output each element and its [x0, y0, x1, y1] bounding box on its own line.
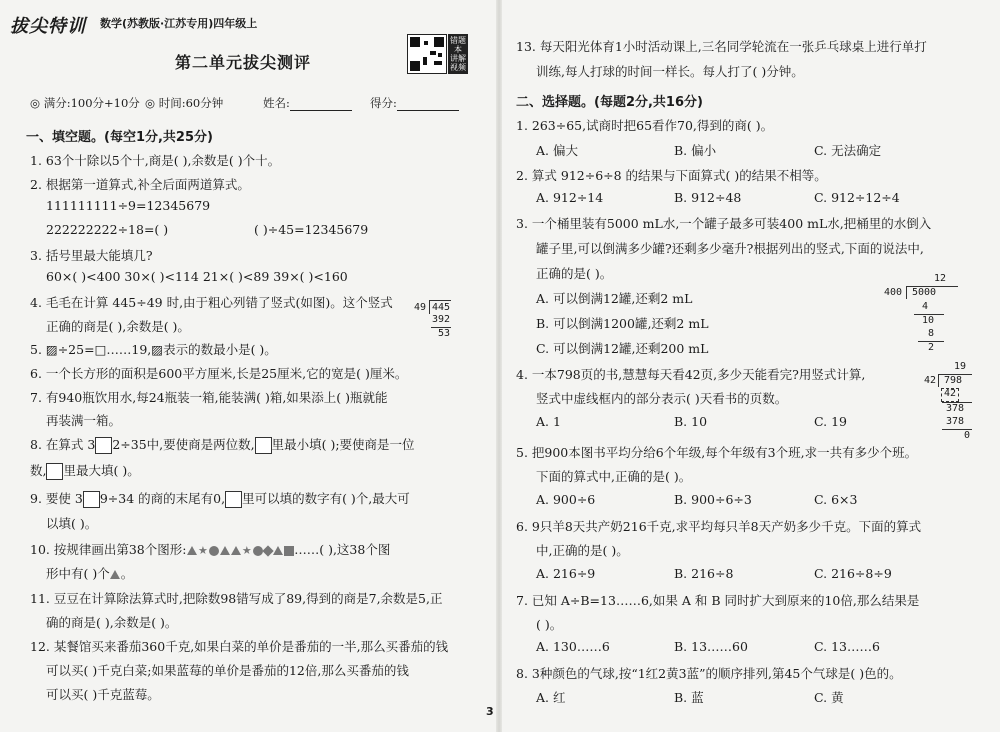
question-3-items: 60×( )<400 30×( )<114 21×( )<89 39×( )<160	[46, 269, 348, 284]
book-subtitle: 数学(苏教版·江苏专用)四年级上	[100, 17, 258, 30]
question-8-cont: 数, 里最大填( )。	[30, 463, 140, 478]
choice-3-option-a[interactable]: A. 可以倒满12罐,还剩2 mL	[536, 291, 693, 306]
left-page	[0, 0, 494, 732]
div-divisor: 49	[414, 302, 427, 313]
choice-1-option-b[interactable]: B. 偏小	[674, 143, 717, 158]
name-label: 姓名:	[263, 96, 290, 110]
question-12-end: 可以买( )千克蓝莓。	[46, 687, 160, 702]
question-8: 8. 在算式 3 2÷35中,要使商是两位数, 里最小填( );要使商是一位	[30, 437, 415, 452]
page-spine	[496, 0, 502, 732]
question-1: 1. 63个十除以5个十,商是( ),余数是( )个十。	[30, 153, 281, 168]
question-2-blank-a: 222222222÷18=( )	[46, 222, 169, 237]
div4-step1: 42	[944, 388, 957, 399]
div3-step2: 8	[928, 328, 935, 339]
choice-8-option-a[interactable]: A. 红	[536, 690, 566, 705]
digit-box[interactable]	[83, 491, 100, 508]
div3-divisor: 400	[884, 287, 903, 298]
choice-4-option-b[interactable]: B. 10	[674, 414, 708, 429]
choice-3: 3. 一个桶里装有5000 mL水,一个罐子最多可装400 mL水,把桶里的水倒入	[516, 216, 932, 231]
choice-3-option-b[interactable]: B. 可以倒满1200罐,还剩2 mL	[536, 316, 709, 331]
choice-7: 7. 已知 A÷B=13……6,如果 A 和 B 同时扩大到原来的10倍,那么结果是	[516, 593, 920, 608]
time-limit: ◎ 时间:60分钟	[145, 96, 224, 110]
triangle-icon	[110, 570, 120, 579]
question-6: 6. 一个长方形的面积是600平方厘米,长是25厘米,它的宽是( )厘米。	[30, 366, 408, 381]
triangle-icon	[187, 546, 197, 555]
choice-7-cont: ( )。	[536, 617, 563, 632]
question-2-blank-b: ( )÷45=12345679	[254, 222, 369, 237]
div-subtract: 392	[432, 314, 451, 325]
choice-5-option-c[interactable]: C. 6×3	[814, 492, 858, 507]
choice-5-option-a[interactable]: A. 900÷6	[536, 492, 596, 507]
qr-label: 错题本 讲解视频	[450, 36, 466, 72]
question-4-answer: 正确的商是( ),余数是( )。	[46, 319, 190, 334]
section-choice-heading: 二、选择题。(每题2分,共16分)	[516, 95, 703, 110]
square-icon	[284, 546, 294, 556]
question-9-cont: 以填( )。	[46, 516, 98, 531]
choice-7-option-a[interactable]: A. 130……6	[536, 639, 610, 654]
choice-3-cont: 罐子里,可以倒满多少罐?还剩多少毫升?根据列出的竖式,下面的说法中,	[536, 241, 924, 256]
brand-logo: 拔尖特训	[10, 16, 86, 37]
question-13-cont: 训练,每人打球的时间一样长。每人打了( )分钟。	[536, 64, 804, 79]
choice-4-option-c[interactable]: C. 19	[814, 414, 847, 429]
choice-2-option-a[interactable]: A. 912÷14	[536, 190, 604, 205]
score-field[interactable]	[370, 95, 459, 111]
question-3: 3. 括号里最大能填几?	[30, 248, 153, 263]
question-2-given: 111111111÷9=12345679	[46, 198, 211, 213]
div4-rem1: 378	[946, 403, 965, 414]
choice-2: 2. 算式 912÷6÷8 的结果与下面算式( )的结果不相等。	[516, 168, 827, 183]
div4-dividend: 798	[944, 375, 963, 386]
choice-1: 1. 263÷65,试商时把65看作70,得到的商( )。	[516, 118, 774, 133]
choice-6-option-a[interactable]: A. 216÷9	[536, 566, 596, 581]
choice-5: 5. 把900本图书平均分给6个年级,每个年级有3个班,求一共有多少个班。	[516, 445, 918, 460]
digit-box[interactable]	[95, 437, 112, 454]
page-number: 3	[486, 705, 494, 718]
name-field[interactable]	[263, 95, 352, 111]
star-icon: ★	[197, 544, 208, 557]
choice-4-option-a[interactable]: A. 1	[536, 414, 561, 429]
question-11: 11. 豆豆在计算除法算式时,把除数98错写成了89,得到的商是7,余数是5,正	[30, 591, 443, 606]
question-10-cont: 形中有( )个 。	[46, 566, 134, 581]
question-7-cont: 再装满一箱。	[46, 413, 122, 428]
triangle-icon	[231, 546, 241, 555]
question-5: 5. ▨÷25=□……19,▨表示的数最小是( )。	[30, 342, 277, 357]
div3-dividend: 5000	[912, 287, 937, 298]
div3-rem2: 2	[928, 342, 935, 353]
digit-box[interactable]	[225, 491, 242, 508]
score-blank[interactable]	[397, 110, 459, 111]
div4-divisor: 42	[924, 375, 937, 386]
choice-6: 6. 9只羊8天共产奶216千克,求平均每只羊8天产奶多少千克。下面的算式	[516, 519, 922, 534]
full-score: ◎ 满分:100分+10分	[30, 96, 140, 110]
div3-rem1: 10	[922, 315, 935, 326]
question-12-cont: 可以买( )千克白菜;如果蓝莓的单价是番茄的12倍,那么买番茄的钱	[46, 663, 409, 678]
choice-3-option-c[interactable]: C. 可以倒满12罐,还剩200 mL	[536, 341, 709, 356]
div4-step2: 378	[946, 416, 965, 427]
digit-box[interactable]	[255, 437, 272, 454]
choice-6-cont: 中,正确的是( )。	[536, 543, 629, 558]
triangle-icon	[220, 546, 230, 555]
div3-quotient: 12	[934, 273, 947, 284]
choice-4-cont: 竖式中虚线框内的部分表示( )天看书的页数。	[536, 391, 788, 406]
choice-3-end: 正确的是( )。	[536, 266, 613, 281]
choice-7-option-b[interactable]: B. 13……60	[674, 639, 748, 654]
choice-6-option-c[interactable]: C. 216÷8÷9	[814, 566, 892, 581]
choice-4: 4. 一本798页的书,慧慧每天看42页,多少天能看完?用竖式计算,	[516, 367, 866, 382]
choice-1-option-c[interactable]: C. 无法确定	[814, 143, 882, 158]
choice-8-option-b[interactable]: B. 蓝	[674, 690, 704, 705]
choice-7-option-c[interactable]: C. 13……6	[814, 639, 880, 654]
question-11-cont: 确的商是( ),余数是( )。	[46, 615, 178, 630]
div3-step1: 4	[922, 301, 929, 312]
question-12: 12. 某餐馆买来番茄360千克,如果白菜的单价是番茄的一半,那么买番茄的钱	[30, 639, 449, 654]
section-fill-in-heading: 一、填空题。(每空1分,共25分)	[26, 130, 213, 145]
choice-8-option-c[interactable]: C. 黄	[814, 690, 844, 705]
digit-box[interactable]	[46, 463, 63, 480]
choice-2-option-b[interactable]: B. 912÷48	[674, 190, 742, 205]
div-remainder: 53	[438, 328, 451, 339]
choice-8: 8. 3种颜色的气球,按“1红2黄3蓝”的顺序排列,第45个气球是( )色的。	[516, 666, 902, 681]
question-7: 7. 有940瓶饮用水,每24瓶装一箱,能装满( )箱,如果添上( )瓶就能	[30, 390, 388, 405]
choice-6-option-b[interactable]: B. 216÷8	[674, 566, 734, 581]
question-2: 2. 根据第一道算式,补全后面两道算式。	[30, 177, 250, 192]
question-13: 13. 每天阳光体育1小时活动课上,三名同学轮流在一张乒乓球桌上进行单打	[516, 39, 927, 54]
triangle-icon	[273, 546, 283, 555]
div-dividend: 445	[432, 302, 451, 313]
choice-5-option-b[interactable]: B. 900÷6÷3	[674, 492, 752, 507]
page-title: 第二单元拔尖测评	[175, 53, 312, 72]
div4-quotient: 19	[954, 361, 967, 372]
choice-2-option-c[interactable]: C. 912÷12÷4	[814, 190, 900, 205]
question-10: 10. 按规律画出第38个图形: ★ ★ ……( ),这38个图	[30, 542, 391, 557]
diamond-icon	[262, 545, 273, 556]
name-blank[interactable]	[290, 110, 352, 111]
circle-icon	[209, 546, 219, 556]
question-4: 4. 毛毛在计算 445÷49 时,由于粗心列错了竖式(如图)。这个竖式	[30, 295, 393, 310]
choice-5-cont: 下面的算式中,正确的是( )。	[536, 469, 692, 484]
div4-rem2: 0	[964, 430, 971, 441]
star-icon: ★	[241, 544, 252, 557]
score-label: 得分:	[370, 96, 397, 110]
qr-code-icon[interactable]	[407, 34, 447, 74]
right-page	[504, 0, 1000, 732]
question-9: 9. 要使 3 9÷34 的商的末尾有0, 里可以填的数字有( )个,最大可	[30, 491, 410, 506]
choice-1-option-a[interactable]: A. 偏大	[536, 143, 578, 158]
